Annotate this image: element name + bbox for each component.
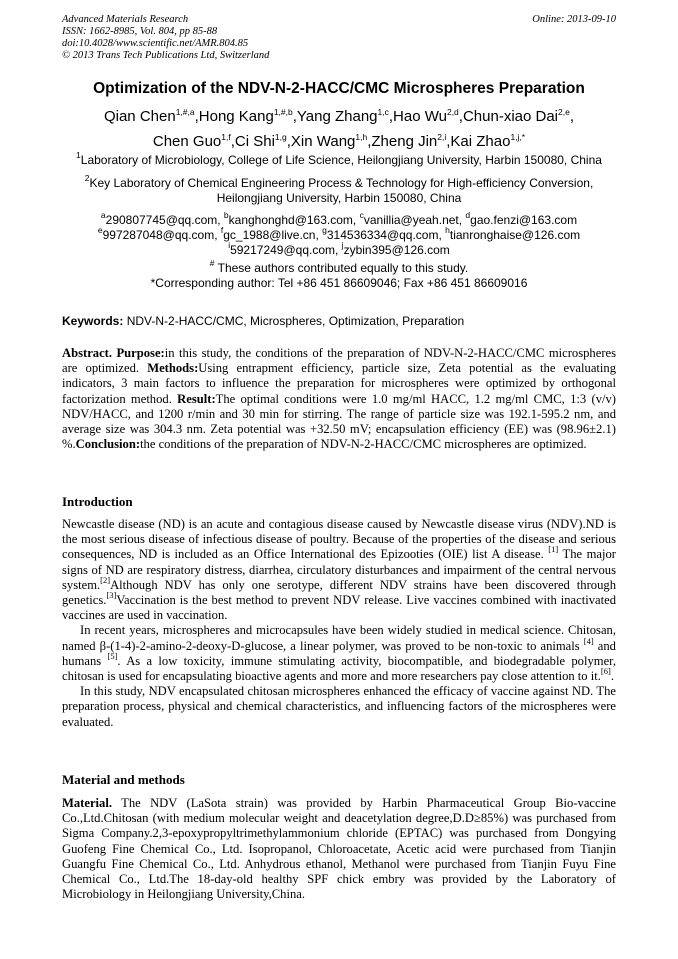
author-name: Kai Zhao <box>450 133 511 150</box>
email-marker: d <box>465 210 471 220</box>
author-separator: , <box>286 133 291 150</box>
keywords-text: NDV-N-2-HACC/CMC, Microspheres, Optimization, Preparation <box>123 314 465 328</box>
result-text: The optimal conditions were 1.0 mg/ml HACC, 1.2 mg/ml CMC, 1:3 (v/v) NDV/HACC, and 1200 r/min and 30 min for stirring. The range of particle size was 192.1-595.2 nm, and average size was 304.3 nm. Zeta potential was +32.50 mV; encapsulation efficiency (EE) was (98.96±2.1) %. <box>62 391 616 452</box>
journal-header <box>62 14 616 62</box>
email-marker: b <box>223 210 229 220</box>
author-affiliation-marker: 2,e <box>558 107 570 117</box>
intro-p2-text-d: . <box>610 669 614 684</box>
author-name: Yang Zhang <box>296 108 378 125</box>
author-separator: , <box>367 133 372 150</box>
author-separator: , <box>230 133 235 150</box>
material-text: The NDV (LaSota strain) was provided by Harbin Pharmaceutical Group Bio-vaccine Co.,Ltd.Chitosan (with medium molecular weight and deacetylation degree,D.D≥85%) was purchased from Sigma Company.2,3-epoxypropyltrimethylammonium chloride (EPTAC) was purchased from Dongying Guofeng Fine Chemical Co., Ltd. Isopropanol, Chloroacetate, Acetic acid were purchased from Tianjin Guangfu Fine Chemical Co., Ltd. Anhydrous ethanol, Methanol were purchased from Tianjin Fuyu Fine Chemical Co., Ltd.The 18-day-old healthy SPF chick embry was provided by the Laboratory of Microbiology in Heilongjiang University,China. <box>62 796 616 902</box>
author-item <box>235 133 291 150</box>
email-marker: f <box>220 225 224 235</box>
intro-p1-text-c: Although NDV has only one serotype, different NDV strains have been discovered through genetics. <box>62 577 616 608</box>
author-item <box>297 108 393 125</box>
intro-p1-text-d: Vaccination is the best method to prevent NDV release. Live vaccines combined with inactivated vaccines are used in vaccination. <box>62 593 616 623</box>
email-marker: c <box>359 210 364 220</box>
author-affiliation-marker: 2,i <box>437 132 447 142</box>
copyright-line: © 2013 Trans Tech Publications Ltd, Switzerland <box>62 50 270 61</box>
email-marker: j <box>341 240 344 250</box>
email-item <box>100 210 224 227</box>
email-address: 59217249@qq.com, <box>230 243 342 257</box>
affiliation-2-text: Key Laboratory of Chemical Engineering Process & Technology for High-efficiency Conversion, <box>89 176 594 190</box>
conclusion-label: Conclusion: <box>75 437 141 452</box>
methods-label: Methods: <box>147 361 199 376</box>
email-list <box>40 210 638 258</box>
email-address: zybin395@126.com <box>343 243 450 257</box>
result-label: Result: <box>177 391 216 406</box>
author-affiliation-marker: 1,f <box>221 132 231 142</box>
email-item <box>223 210 360 227</box>
email-address: gao.fenzi@163.com <box>470 213 578 227</box>
affiliation-2-text-cont: Heilongjiang University, Harbin 150080, China <box>216 191 462 205</box>
intro-p2-text-c: . As a low toxicity, immune stimulating activity, biocompatible, and biodegradable polymer, chitosan is used for encapsulating bioactive agents and more and more researchers pay close attention to it. <box>62 653 616 684</box>
keywords-label: Keywords: <box>62 314 124 328</box>
author-item <box>463 108 574 125</box>
author-affiliation-marker: 1,g <box>274 132 287 142</box>
citation-1: [1] <box>548 544 559 555</box>
author-name: Hong Kang <box>198 108 274 125</box>
email-item <box>322 225 446 242</box>
affiliation-2 <box>40 173 638 206</box>
author-affiliation-marker: 1,c <box>377 107 389 117</box>
author-name: Chen Guo <box>152 133 222 150</box>
citation-3: [3] <box>106 590 117 601</box>
email-marker: h <box>445 225 450 235</box>
author-affiliation-marker: 1,#,b <box>273 107 293 117</box>
email-address: 997287048@qq.com, <box>102 228 221 242</box>
author-separator: , <box>569 108 575 125</box>
email-address: vanillia@yeah.net, <box>363 213 466 227</box>
online-date: Online: 2013-09-10 <box>532 14 616 25</box>
email-line-1 <box>40 210 638 228</box>
author-name: Ci Shi <box>234 133 275 150</box>
author-separator: , <box>194 108 199 125</box>
author-separator: , <box>292 108 297 125</box>
affiliation-1-marker: 1 <box>76 150 81 160</box>
email-marker: e <box>97 225 103 235</box>
citation-5: [5] <box>107 650 118 661</box>
author-item <box>450 133 525 150</box>
affiliation-1-text: Laboratory of Microbiology, College of Life Science, Heilongjiang University, Harbin 150080, China <box>80 153 602 167</box>
email-address: 290807745@qq.com, <box>105 213 224 227</box>
material-paragraph <box>62 796 616 902</box>
intro-p2-text-b: and humans <box>62 638 616 668</box>
methods-heading: Material and methods <box>62 772 185 787</box>
author-separator: , <box>388 108 394 125</box>
email-item <box>220 225 323 242</box>
email-item <box>445 225 581 242</box>
email-address: 314536334@qq.com, <box>326 228 446 242</box>
author-name: Chun-xiao Dai <box>462 108 559 125</box>
author-item <box>291 133 371 150</box>
abstract <box>62 346 616 452</box>
introduction-paragraph-3: In this study, NDV encapsulated chitosan microspheres enhanced the efficacy of vaccine against ND. The preparation process, physical and chemical characteristics, and influencing factors of the microspheres were evaluated. <box>62 684 616 729</box>
equal-contribution-note: These authors contributed equally to this study. <box>214 261 469 275</box>
email-item <box>97 225 221 242</box>
conclusion-text: the conditions of the preparation of NDV-N-2-HACC/CMC microspheres are optimized. <box>140 437 587 452</box>
author-item <box>393 108 463 125</box>
email-line-2 <box>40 225 638 243</box>
author-separator: , <box>446 133 451 150</box>
author-item <box>104 108 199 125</box>
email-item <box>465 210 578 227</box>
email-address: kanghonghd@163.com, <box>228 213 360 227</box>
email-address: tianronghaise@126.com <box>449 228 581 242</box>
author-item <box>153 133 235 150</box>
introduction-body <box>62 517 616 730</box>
affiliation-1 <box>40 150 638 168</box>
author-affiliation-marker: 1,h <box>355 132 368 142</box>
intro-p2-text-a: In recent years, microspheres and microcapsules have been widely studied in medical science. Chitosan, named β-(1-4)-2-amino-2-deoxy-D-glucose, a linear polymer, was proved to be non-toxic to animals <box>62 623 616 653</box>
author-line-2 <box>40 129 638 154</box>
email-marker: a <box>100 210 106 220</box>
keywords <box>62 314 616 328</box>
journal-name: Advanced Materials Research <box>62 14 189 25</box>
affiliation-2-marker: 2 <box>84 173 90 183</box>
introduction-paragraph-2 <box>62 623 616 684</box>
equal-contribution-marker: # <box>209 258 215 268</box>
material-label: Material. <box>62 796 112 810</box>
email-line-3 <box>40 240 638 258</box>
paper-title: Optimization of the NDV-N-2-HACC/CMC Microspheres Preparation <box>93 80 585 97</box>
author-affiliation-marker: 2,d <box>446 107 459 117</box>
doi-line: doi:10.4028/www.scientific.net/AMR.804.85 <box>62 38 249 49</box>
corresponding-author-note: *Corresponding author: Tel +86 451 86609046; Fax +86 451 86609016 <box>150 276 528 290</box>
email-address: gc_1988@live.cn, <box>223 228 323 242</box>
email-item <box>228 240 342 257</box>
abstract-label: Abstract. <box>62 346 113 360</box>
author-affiliation-marker: 1,#,a <box>175 107 195 117</box>
introduction-heading: Introduction <box>62 494 133 509</box>
intro-p1-text-a: Newcastle disease (ND) is an acute and contagious disease caused by Newcastle disease virus (NDV).ND is the most serious disease of infectious disease of poultry. Because of the properties of the disease and serious consequences, ND is included as an Office International des Epizooties (OIE) list A disease. <box>62 517 616 562</box>
citation-4: [4] <box>583 635 594 646</box>
author-affiliation-marker: 1,j,* <box>510 132 526 142</box>
citation-6: [6] <box>600 666 611 677</box>
purpose-label: Purpose: <box>112 346 165 360</box>
intro-p1-text-b: The major signs of ND are respiratory distress, diarrhea, circulatory disturbances and impairment of the central nervous system. <box>62 547 616 592</box>
author-separator: , <box>458 108 463 125</box>
author-item <box>371 133 450 150</box>
author-name: Qian Chen <box>103 108 176 125</box>
author-list <box>40 104 638 154</box>
purpose-text: in this study, the conditions of the preparation of NDV-N-2-HACC/CMC microspheres are optimized. <box>62 346 616 376</box>
introduction-paragraph-1 <box>62 517 616 623</box>
author-notes <box>40 258 638 291</box>
email-marker: g <box>322 225 327 235</box>
author-name: Hao Wu <box>393 108 447 125</box>
issn-line: ISSN: 1662-8985, Vol. 804, pp 85-88 <box>62 26 218 37</box>
author-name: Zheng Jin <box>371 133 438 150</box>
author-item <box>199 108 297 125</box>
methods-text: Using entrapment efficiency, particle size, Zeta potential as the evaluating indicators, 3 main factors to influence the preparation for microspheres were optimized by orthogonal factorization method. <box>62 361 617 406</box>
email-marker: i <box>228 240 231 250</box>
author-name: Xin Wang <box>290 133 356 150</box>
author-line-1 <box>40 104 638 129</box>
email-item <box>341 240 450 257</box>
citation-2: [2] <box>100 574 111 585</box>
